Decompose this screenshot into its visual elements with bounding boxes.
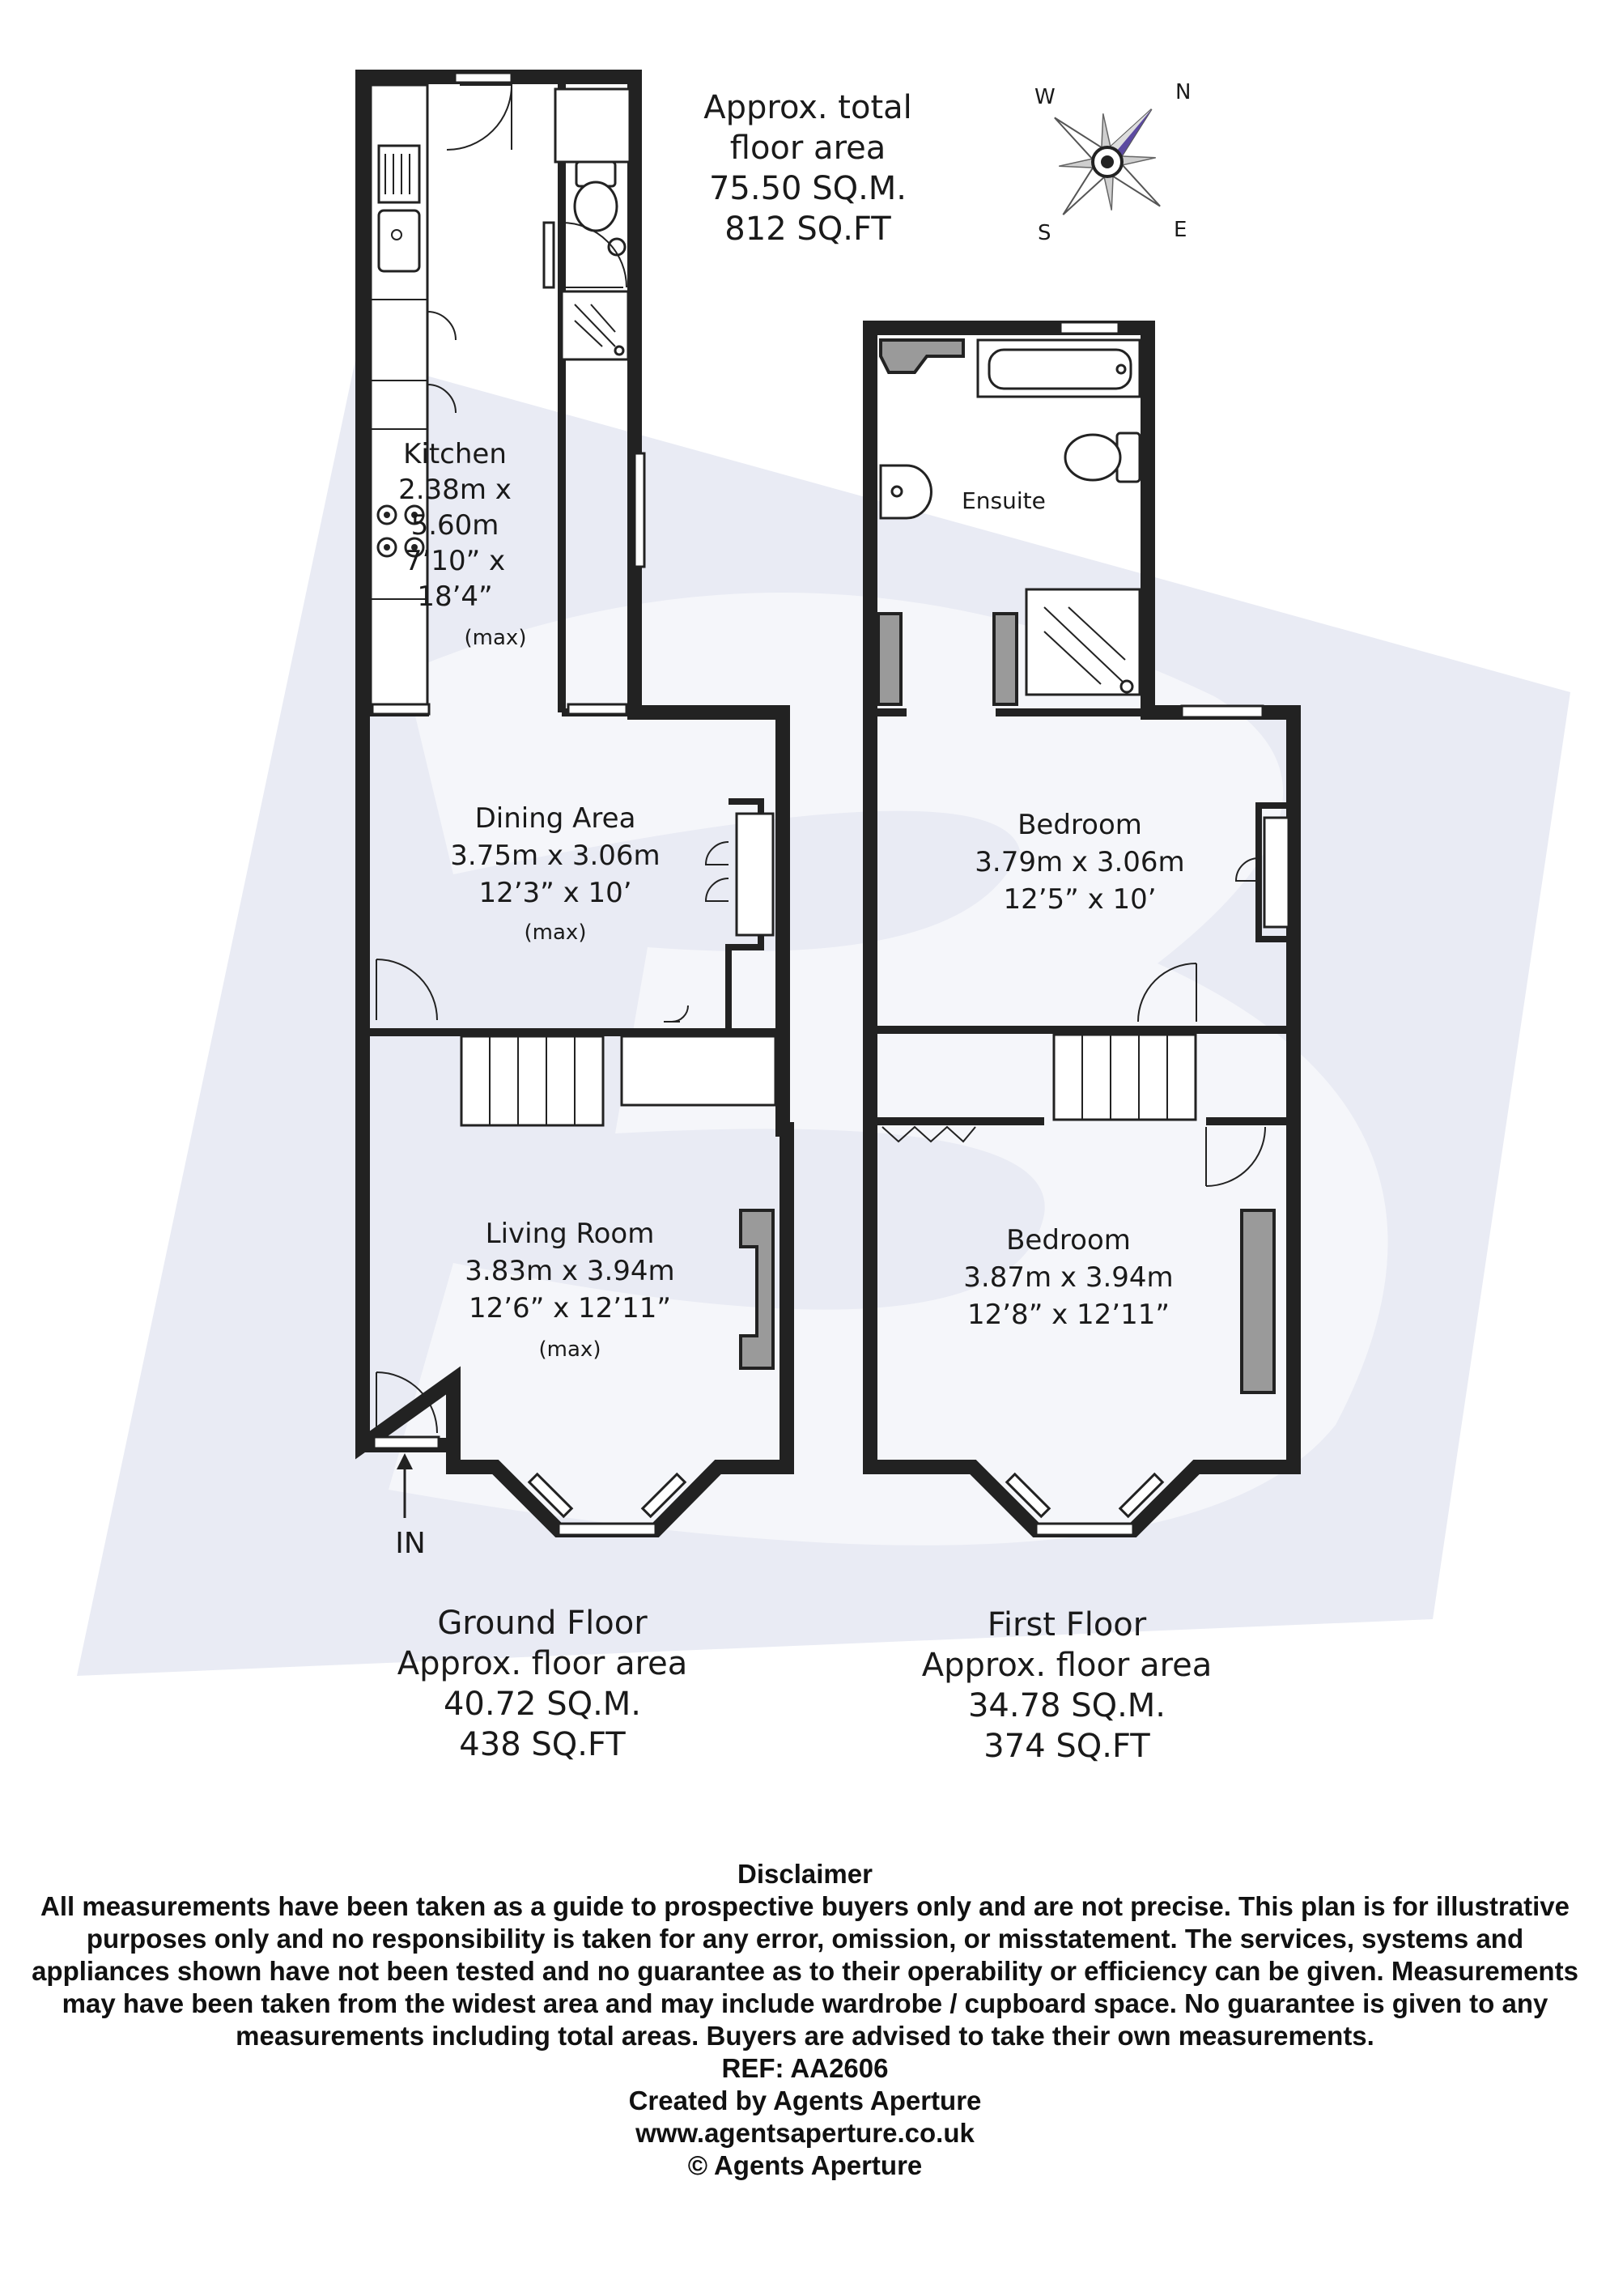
ensuite-cabinet-right [994, 614, 1017, 704]
cupboard-door-icon [427, 312, 456, 340]
living-imperial: 12’6” x 12’11” [468, 1292, 672, 1324]
front-door-frame [374, 1437, 439, 1448]
wc-door-frame [544, 223, 554, 287]
wc-cistern-box [555, 89, 630, 162]
bedroom-front-metric: 3.87m x 3.94m [963, 1261, 1174, 1294]
ensuite-toilet-icon [1065, 433, 1140, 482]
total-area-line1: Approx. total [703, 89, 912, 126]
kitchen-window [635, 453, 644, 567]
created-by: Created by Agents Aperture [628, 2086, 982, 2115]
ground-floor-area-label: Approx. floor area [397, 1645, 688, 1682]
ground-floor-title: Ground Floor [437, 1605, 648, 1642]
bay-window-front [559, 1524, 656, 1535]
bedroom-rear-name: Bedroom [1017, 809, 1142, 841]
kitchen-dim-4: 18’4” [417, 580, 493, 613]
dining-fireplace [737, 814, 773, 935]
bedroom-front-imperial: 12’8” x 12’11” [966, 1299, 1170, 1331]
ensuite-basin-icon [881, 466, 931, 518]
kitchen-name: Kitchen [403, 438, 507, 470]
bedroom-front-name: Bedroom [1006, 1224, 1131, 1256]
bedroom-fireplace [1264, 818, 1289, 927]
disclaimer-title: Disclaimer [737, 1859, 873, 1889]
ensuite-shower-icon [1026, 589, 1140, 695]
kitchen-dim-2: 5.60m [410, 509, 499, 542]
watermark-logo [77, 356, 1570, 1676]
total-area-sqm: 75.50 SQ.M. [708, 170, 907, 207]
first-floor-sqm: 34.78 SQ.M. [967, 1687, 1166, 1724]
kitchen-dim-1: 2.38m x [398, 474, 512, 506]
compass-e: E [1174, 218, 1187, 242]
bath-icon [978, 340, 1140, 397]
bedroom-rear-window [1182, 706, 1263, 717]
total-area-line2: floor area [729, 130, 886, 167]
living-metric: 3.83m x 3.94m [465, 1255, 675, 1287]
total-area-block [703, 89, 912, 248]
bedroom-bay-window-front [1036, 1524, 1133, 1535]
shower-tray-icon [562, 291, 628, 359]
first-staircase [1054, 1035, 1196, 1120]
dining-name: Dining Area [474, 802, 636, 835]
back-door-frame [455, 73, 512, 83]
utility-window [568, 704, 627, 714]
first-floor-sqft: 374 SQ.FT [983, 1728, 1150, 1765]
compass-n: N [1175, 80, 1192, 104]
living-note: (max) [538, 1337, 601, 1362]
ensuite-window [1060, 322, 1119, 334]
dining-imperial: 12’3” x 10’ [478, 877, 632, 909]
dining-note: (max) [524, 921, 587, 945]
front-bedroom-wardrobe [1242, 1210, 1274, 1392]
kitchen-window-bottom [372, 704, 429, 714]
bedroom-rear-imperial: 12’5” x 10’ [1003, 883, 1157, 916]
ground-floor-sqft: 438 SQ.FT [459, 1726, 626, 1763]
ensuite-shelf [881, 340, 963, 372]
entrance-label: IN [395, 1527, 426, 1560]
toilet-icon [575, 162, 617, 231]
first-floor-area-label: Approx. floor area [921, 1647, 1213, 1684]
disclaimer-block [16, 1858, 1594, 2182]
compass-w: W [1034, 85, 1056, 109]
dining-metric: 3.75m x 3.06m [450, 840, 661, 872]
compass-s: S [1038, 221, 1051, 245]
kitchen-dim-3: 7’10” x [404, 545, 506, 577]
ensuite-cabinet-left [878, 614, 901, 704]
ensuite-name: Ensuite [962, 487, 1046, 514]
ground-floor-caption [397, 1605, 688, 1763]
back-door-icon [447, 85, 512, 150]
living-name: Living Room [485, 1218, 655, 1250]
kitchen-note: (max) [464, 626, 527, 650]
bedroom-rear-metric: 3.79m x 3.06m [975, 846, 1185, 878]
copyright: © Agents Aperture [687, 2150, 923, 2180]
disclaimer-body: All measurements have been taken as a guide to prospective buyers only and are not precise. This plan is for illustrative purposes only and no responsibility is taken for any error, omission, or misstatement. The services, systems and appliances shown have not been tested and no guarantee as to their operability or efficiency can be given. Measurements may have been taken from the widest area and may include wardrobe / cupboard space. No guarantee is given to any measurements including total areas. Buyers are advised to take their own measurements. [32, 1891, 1578, 2051]
first-floor-title: First Floor [987, 1606, 1147, 1643]
total-area-sqft: 812 SQ.FT [724, 210, 891, 248]
reference-number: REF: AA2606 [721, 2053, 889, 2083]
website-link[interactable]: www.agentsaperture.co.uk [635, 2118, 975, 2148]
ground-floor-sqm: 40.72 SQ.M. [443, 1686, 642, 1723]
